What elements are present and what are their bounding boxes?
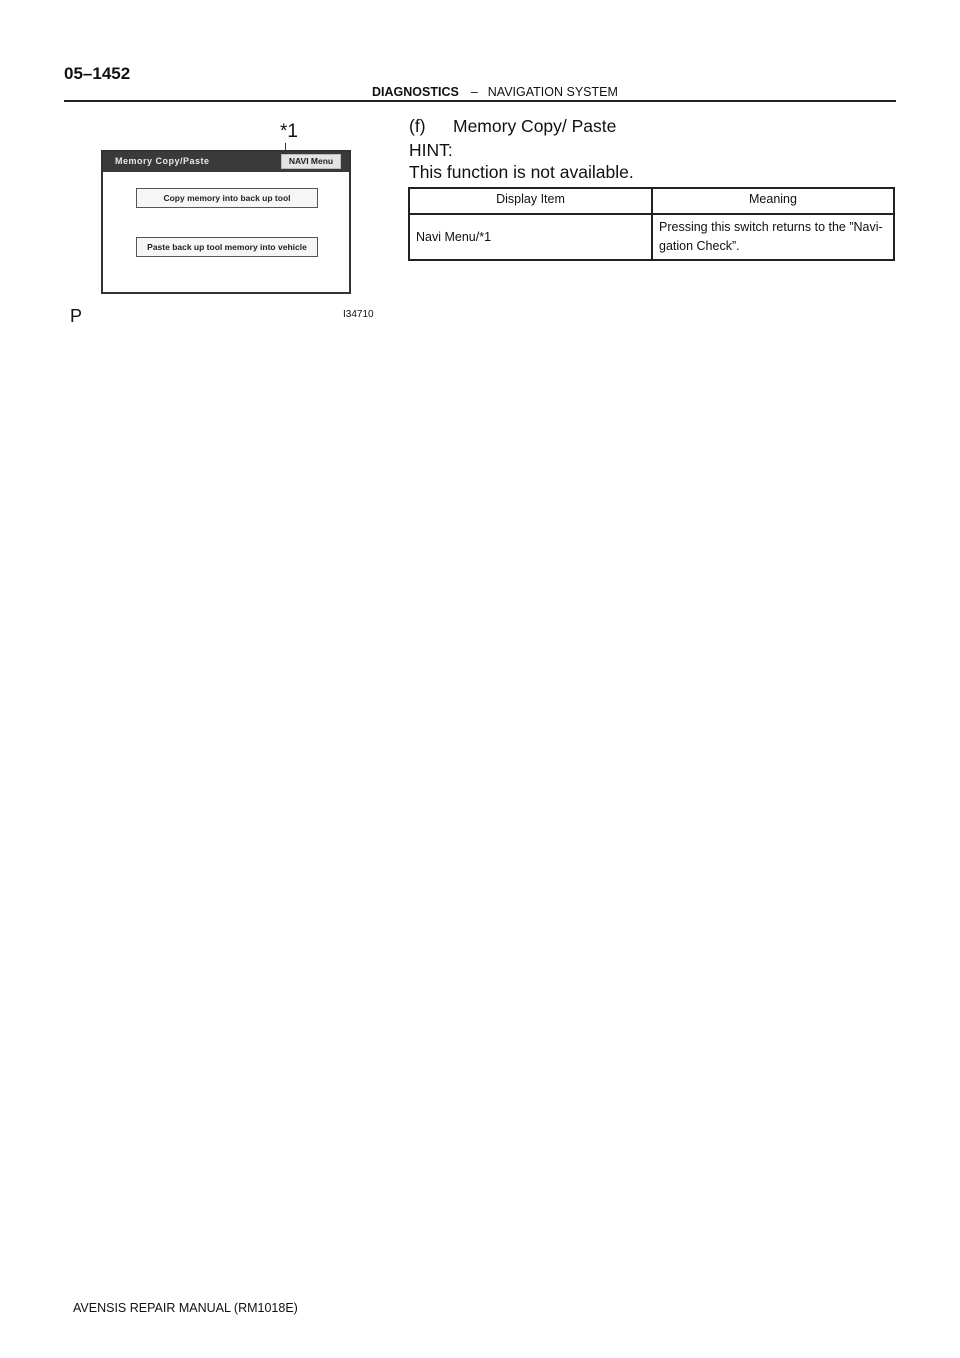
figure-code: I34710 [343,309,374,320]
hint-text: This function is not available. [409,162,634,182]
screen-title-bar [103,152,349,172]
screen-title: Memory Copy/Paste [115,156,210,166]
table-cell-item: Navi Menu/*1 [409,214,652,260]
header-section: DIAGNOSTICS [372,85,459,99]
header-divider [64,100,896,102]
copy-memory-button[interactable]: Copy memory into back up tool [136,188,318,208]
step-label: (f) [409,116,426,136]
header-subsection: NAVIGATION SYSTEM [487,85,618,99]
page-number: 05–1452 [64,64,131,83]
table-header-row [409,188,894,214]
paste-memory-button[interactable]: Paste back up tool memory into vehicle [136,237,318,257]
navigation-screen-figure [101,150,351,294]
step-title: Memory Copy/ Paste [453,116,617,136]
table-header-meaning: Meaning [652,188,894,214]
step-heading [409,116,616,137]
table-cell-meaning: Pressing this switch returns to the ”Navi- gation Check”. [652,214,894,260]
display-item-table [408,187,895,261]
hint-label: HINT: [409,140,453,160]
page-footer: AVENSIS REPAIR MANUAL (RM1018E) [73,1301,298,1315]
running-header [372,85,618,99]
header-separator: – [470,85,478,99]
table-header-display-item: Display Item [409,188,652,214]
figure-callout: *1 [280,121,298,142]
table-row [409,214,894,260]
figure-label-p: P [70,306,83,326]
navi-menu-button[interactable]: NAVI Menu [281,154,341,169]
